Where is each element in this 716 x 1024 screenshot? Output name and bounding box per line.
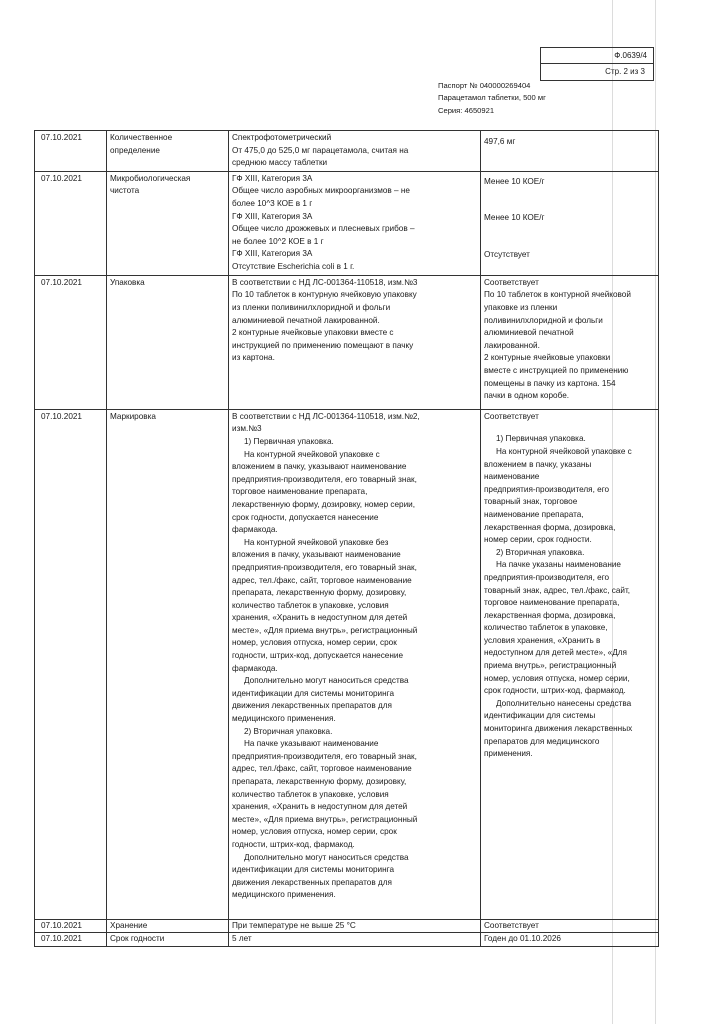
text-line: препарата, лекарственную форму, дозировку, xyxy=(232,777,407,786)
text-line: ГФ XIII, Категория 3А xyxy=(232,211,313,221)
text-line: движения лекарственных препаратов для xyxy=(232,701,392,711)
text-line: ГФ XIII, Категория 3А xyxy=(232,249,313,259)
text-line: алюминиевой печатной xyxy=(484,328,574,338)
text-line: торговое наименование препарата, xyxy=(484,598,620,608)
test-requirement xyxy=(229,131,481,172)
table-row xyxy=(35,131,659,172)
text-line: вложением в пачку, указывают наименование xyxy=(232,462,407,472)
text-line: 2 контурные ячейковые упаковки xyxy=(484,353,611,363)
text-line: ГФ XIII, Категория 3А xyxy=(232,173,313,183)
text-line: лекарственную форму, дозировку, номер серии, xyxy=(232,499,416,509)
text-line: наименование xyxy=(484,472,540,482)
text-line: 1) Первичная упаковка. xyxy=(244,436,334,446)
test-requirement xyxy=(229,275,481,409)
text-line: вложения в пачку, указывают наименование xyxy=(232,550,401,560)
text-line: поливинилхлоридной и фольги xyxy=(484,315,603,325)
text-line: От 475,0 до 525,0 мг парацетамола, считая на xyxy=(232,145,409,155)
test-result xyxy=(481,919,659,933)
test-name xyxy=(107,409,229,919)
text-line: Дополнительно нанесены средства xyxy=(496,698,632,708)
test-date: 07.10.2021 xyxy=(35,171,107,275)
text-line: предприятия-производителя, его xyxy=(484,572,610,582)
text-line: инструкцией по применению помещают в пачку xyxy=(232,340,414,350)
text-line: изм.№3 xyxy=(232,424,262,434)
text-line: лекарственная форма, дозировка, xyxy=(484,610,616,620)
test-name xyxy=(107,919,229,933)
text-line: На пачке указаны наименование xyxy=(496,560,621,570)
text-line: Микробиологическая xyxy=(110,173,191,183)
text-line: предприятия-производителя, его товарный знак, xyxy=(232,751,417,761)
text-line: годности, штрих-код, допускается нанесение xyxy=(232,651,404,661)
text-line: лакированной. xyxy=(484,340,540,350)
test-requirement xyxy=(229,171,481,275)
text-line: товарный знак, адрес, тел./факс, сайт, xyxy=(484,585,631,595)
test-results-table xyxy=(34,130,659,947)
page-number: Стр. 2 из 3 xyxy=(605,67,645,76)
text-line: фармакода. xyxy=(232,663,278,673)
text-line: условия хранения, «Хранить в xyxy=(484,635,601,645)
text-line: 5 лет xyxy=(232,934,252,944)
text-line: 497,6 мг xyxy=(484,137,516,146)
text-line: количество таблеток в упаковке, условия xyxy=(232,600,389,610)
table-row xyxy=(35,409,659,919)
text-line: Общее число дрожжевых и плесневых грибов – xyxy=(232,224,415,234)
test-requirement xyxy=(229,409,481,919)
test-result xyxy=(481,933,659,947)
text-line: Количественное xyxy=(110,133,173,142)
text-line: фармакода. xyxy=(232,525,278,535)
text-line: На контурной ячейковой упаковке без xyxy=(244,537,389,547)
test-result xyxy=(481,275,659,409)
test-date: 07.10.2021 xyxy=(35,275,107,409)
text-line: товарный знак, торговое xyxy=(484,497,578,507)
text-line: Дополнительно могут наноситься средства xyxy=(244,852,409,862)
series-number: Серия: 4650921 xyxy=(438,105,495,115)
text-line: недоступном для детей месте», «Для xyxy=(484,648,627,658)
text-line: помещены в пачку из картона. 154 xyxy=(484,378,616,388)
text-line: идентификации для системы мониторинга xyxy=(232,688,395,698)
text-line: В соответствии с НД ЛС-001364-110518, изм.№3 xyxy=(232,277,418,287)
text-line: идентификации для системы мониторинга xyxy=(232,865,395,875)
text-line: адрес, тел./факс, сайт, торговое наименование xyxy=(232,575,412,585)
text-line: В соответствии с НД ЛС-001364-110518, изм.№2, xyxy=(232,411,420,421)
text-line: По 10 таблеток в контурную ячейковую упаковку xyxy=(232,290,417,300)
table-row xyxy=(35,919,659,933)
text-line: 1) Первичная упаковка. xyxy=(496,434,586,444)
product-name: Парацетамол таблетки, 500 мг xyxy=(438,93,546,103)
text-line: Соответствует xyxy=(484,411,539,421)
text-line: На контурной ячейковой упаковке с xyxy=(244,449,380,459)
text-line: упаковке из пленки xyxy=(484,302,558,312)
text-line: идентификации для системы xyxy=(484,711,596,721)
text-line: торговое наименование препарата, xyxy=(232,487,368,497)
text-line: срок годности, штрих-код, фармакод. xyxy=(484,686,626,696)
text-line: лекарственная форма, дозировка, xyxy=(484,522,616,532)
text-line: Дополнительно могут наноситься средства xyxy=(244,676,409,686)
text-line: Годен до 01.10.2026 xyxy=(484,934,561,944)
text-line: Менее 10 КОЕ/г xyxy=(484,213,545,223)
text-line: Спектрофотометрический xyxy=(232,133,332,142)
text-line: хранения, «Хранить в недоступном для детей xyxy=(232,613,408,623)
test-name xyxy=(107,171,229,275)
test-result xyxy=(481,409,659,919)
text-line: чистота xyxy=(110,186,140,196)
text-line: годности, штрих-код, фармакод. xyxy=(232,839,355,849)
test-result xyxy=(481,171,659,275)
text-line: препаратов для медицинского xyxy=(484,736,600,746)
text-line: приема внутрь», регистрационный xyxy=(484,661,617,671)
test-date: 07.10.2021 xyxy=(35,409,107,919)
text-line: применения. xyxy=(484,749,533,759)
text-line: хранения, «Хранить в недоступном для детей xyxy=(232,802,408,812)
test-date: 07.10.2021 xyxy=(35,933,107,947)
text-line: предприятия-производителя, его товарный знак, xyxy=(232,474,417,484)
text-line: из картона. xyxy=(232,353,275,363)
text-line: адрес, тел./факс, сайт, торговое наименование xyxy=(232,764,412,774)
table-row xyxy=(35,275,659,409)
test-name xyxy=(107,131,229,172)
text-line: препарата, лекарственную форму, дозировку, xyxy=(232,588,407,598)
text-line: количество таблеток в упаковке, xyxy=(484,623,608,633)
text-line: Общее число аэробных микроорганизмов – не xyxy=(232,186,410,196)
text-line: определение xyxy=(110,145,160,155)
text-line: номер, условия отпуска, номер серии, xyxy=(484,673,630,683)
text-line: По 10 таблеток в контурной ячейковой xyxy=(484,290,631,300)
test-result xyxy=(481,131,659,172)
test-requirement xyxy=(229,933,481,947)
text-line: номер, условия отпуска, номер серии, срок xyxy=(232,827,397,837)
test-date: 07.10.2021 xyxy=(35,919,107,933)
text-line: месте», «Для приема внутрь», регистрационный xyxy=(232,814,418,824)
text-line: не более 10^2 КОЕ в 1 г xyxy=(232,236,324,246)
text-line: Соответствует xyxy=(484,277,539,287)
text-line: 2 контурные ячейковые упаковки вместе с xyxy=(232,328,394,338)
text-line: вложением в пачку, указаны xyxy=(484,459,592,469)
text-line: Маркировка xyxy=(110,411,156,421)
table-row xyxy=(35,933,659,947)
text-line: среднюю массу таблетки xyxy=(232,158,328,168)
test-name xyxy=(107,275,229,409)
text-line: 2) Вторичная упаковка. xyxy=(244,726,333,736)
table-row xyxy=(35,171,659,275)
passport-header xyxy=(438,80,546,117)
form-code-box xyxy=(540,47,654,81)
text-line: 2) Вторичная упаковка. xyxy=(496,547,585,557)
form-code: Ф.0639/4 xyxy=(541,48,653,64)
text-line: наименование препарата, xyxy=(484,509,584,519)
text-line: При температуре не выше 25 °С xyxy=(232,920,356,930)
text-line: месте», «Для приема внутрь», регистрационный xyxy=(232,625,418,635)
test-date: 07.10.2021 xyxy=(35,131,107,172)
passport-number: Паспорт № 040000269404 xyxy=(438,81,531,90)
text-line: из пленки поливинилхлоридной и фольги xyxy=(232,302,391,312)
test-name xyxy=(107,933,229,947)
test-requirement xyxy=(229,919,481,933)
text-line: алюминиевой печатной лакированной. xyxy=(232,315,380,325)
text-line: номер, условия отпуска, номер серии, срок xyxy=(232,638,397,648)
text-line: срок годности, допускается нанесение xyxy=(232,512,379,522)
text-line: предприятия-производителя, его товарный знак, xyxy=(232,562,417,572)
text-line: На контурной ячейковой упаковке с xyxy=(496,446,632,456)
text-line: Отсутствует xyxy=(484,249,530,259)
text-line: Соответствует xyxy=(484,920,539,930)
text-line: пачки в одном коробе. xyxy=(484,391,570,401)
text-line: На пачке указывают наименование xyxy=(244,739,379,749)
text-line: номер серии, срок годности. xyxy=(484,535,592,545)
text-line: Упаковка xyxy=(110,277,145,287)
text-line: медицинского применения. xyxy=(232,890,336,900)
text-line: Хранение xyxy=(110,920,148,930)
text-line: более 10^3 КОЕ в 1 г xyxy=(232,198,313,208)
text-line: Менее 10 КОЕ/г xyxy=(484,176,545,186)
text-line: мониторинга движения лекарственных xyxy=(484,724,633,734)
text-line: количество таблеток в упаковке, условия xyxy=(232,789,389,799)
text-line: медицинского применения. xyxy=(232,714,336,724)
text-line: движения лекарственных препаратов для xyxy=(232,877,392,887)
text-line: Отсутствие Escherichia coli в 1 г. xyxy=(232,261,355,271)
text-line: вместе с инструкцией по применению xyxy=(484,365,629,375)
text-line: Срок годности xyxy=(110,934,165,944)
text-line: предприятия-производителя, его xyxy=(484,484,610,494)
